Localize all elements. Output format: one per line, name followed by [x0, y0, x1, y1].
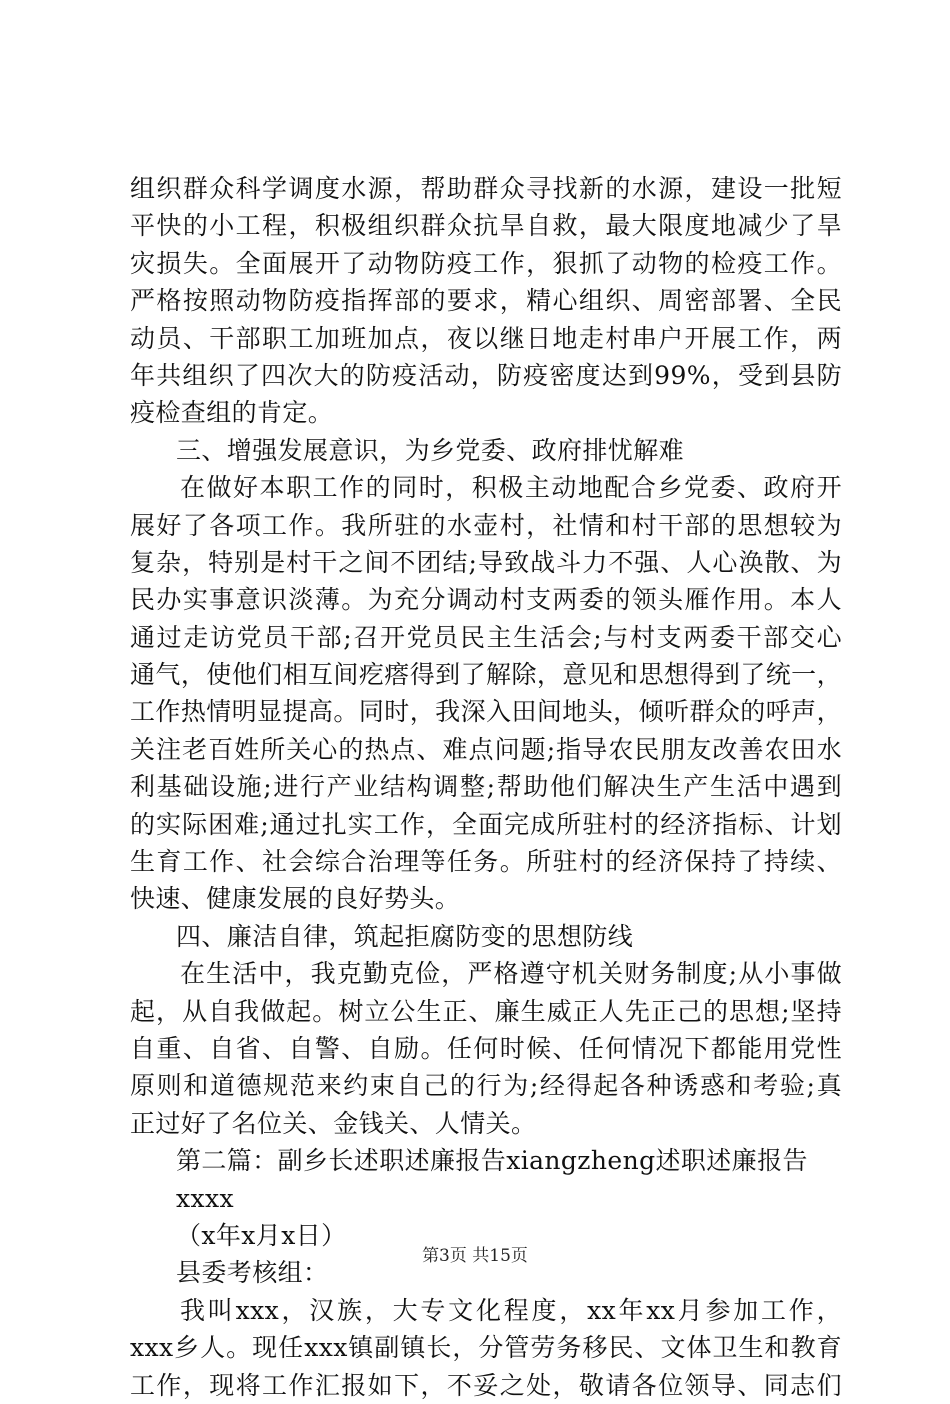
text-line: 疫检查组的肯定。 — [130, 398, 334, 428]
text-line: 动员、干部职工加班加点，夜以继日地走村串户开展工作，两 — [130, 323, 842, 353]
text-line: 民办实事意识淡薄。为充分调动村支两委的领头雁作用。本人 — [130, 585, 842, 615]
section-heading-4: 四、廉洁自律，筑起拒腐防变的思想防线 — [176, 921, 634, 951]
text-line: 在做好本职工作的同时，积极主动地配合乡党委、政府开 — [180, 473, 842, 503]
text-line: 快速、健康发展的良好势头。 — [130, 884, 461, 914]
text-line: 在生活中，我克勤克俭，严格遵守机关财务制度;从小事做 — [180, 959, 842, 989]
text-line: 关注老百姓所关心的热点、难点问题;指导农民朋友改善农田水 — [130, 734, 842, 764]
text-line: 的实际困难;通过扎实工作，全面完成所驻村的经济指标、计划 — [130, 809, 842, 839]
text-line: 利基础设施;进行产业结构调整;帮助他们解决生产生活中遇到 — [130, 772, 842, 802]
section-heading-3: 三、增强发展意识，为乡党委、政府排忧解难 — [176, 435, 685, 465]
text-line: 通过走访党员干部;召开党员民主生活会;与村支两委干部交心 — [130, 622, 842, 652]
report-date: （x年x月x日） — [176, 1220, 347, 1250]
text-line: 自重、自省、自警、自励。任何时候、任何情况下都能用党性 — [130, 1033, 842, 1063]
text-line: 复杂，特别是村干之间不团结;导致战斗力不强、人心涣散、为 — [130, 547, 842, 577]
text-line: 灾损失。全面展开了动物防疫工作，狠抓了动物的检疫工作。 — [130, 248, 842, 278]
text-line: xxx乡人。现任xxx镇副镇长，分管劳务移民、文体卫生和教育 — [130, 1333, 842, 1363]
text-line: 展好了各项工作。我所驻的水壶村，社情和村干部的思想较为 — [130, 510, 842, 540]
text-line: 平快的小工程，积极组织群众抗旱自救，最大限度地减少了旱 — [130, 211, 842, 241]
text-line: 正过好了名位关、金钱关、人情关。 — [130, 1108, 537, 1138]
text-line: 严格按照动物防疫指挥部的要求，精心组织、周密部署、全民 — [130, 286, 842, 316]
text-line: 工作热情明显提高。同时，我深入田间地头，倾听群众的呼声， — [130, 697, 842, 727]
page-footer: 第3页 共15页 — [422, 1246, 528, 1266]
text-line: 我叫xxx，汉族，大专文化程度，xx年xx月参加工作， — [180, 1295, 842, 1325]
text-line: 工作，现将工作汇报如下，不妥之处，敬请各位领导、同志们 — [130, 1370, 842, 1400]
text-line: 起，从自我做起。树立公生正、廉生威正人先正己的思想;坚持 — [130, 996, 842, 1026]
text-line: 生育工作、社会综合治理等任务。所驻村的经济保持了持续、 — [130, 847, 842, 877]
text-line: 通气，使他们相互间疙瘩得到了解除，意见和思想得到了统一， — [130, 660, 842, 690]
chapter-title: 第二篇：副乡长述职述廉报告xiangzheng述职述廉报告 — [176, 1146, 808, 1176]
text-line: 原则和道德规范来约束自己的行为;经得起各种诱惑和考验;真 — [130, 1071, 842, 1101]
text-line: 年共组织了四次大的防疫活动，防疫密度达到99%，受到县防 — [130, 360, 842, 390]
chapter-title-continued: xxxx — [176, 1183, 234, 1213]
text-line: 组织群众科学调度水源，帮助群众寻找新的水源，建设一批短 — [130, 174, 842, 203]
salutation: 县委考核组： — [176, 1258, 329, 1288]
document-body — [130, 170, 842, 1404]
